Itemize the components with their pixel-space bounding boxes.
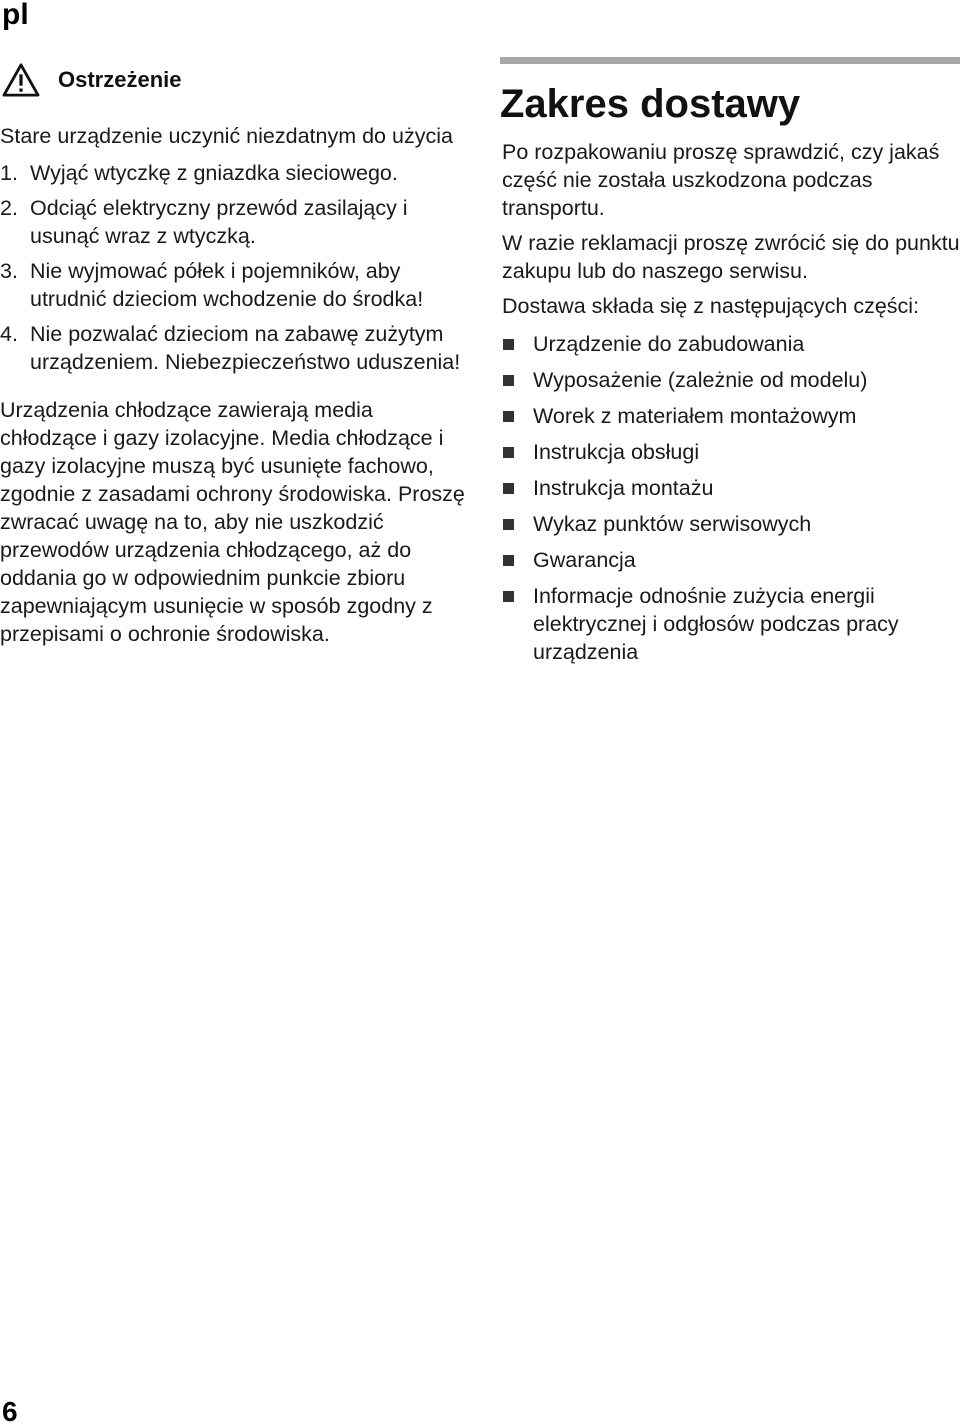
page-number: 6 [2,1396,18,1427]
warning-section [0,60,470,648]
section-title: Zakres dostawy [500,82,801,126]
list-item-text: Worek z materiałem montażowym [533,404,857,428]
list-item [500,474,960,502]
warning-triangle-icon [2,63,40,97]
square-bullet-icon [503,483,514,494]
list-item [500,510,960,538]
list-item [500,402,960,430]
step-text: Odciąć elektryczny przewód zasilający i usunąć wraz z wtyczką. [30,196,408,248]
refrigerant-note: Urządzenia chłodzące zawierają media chłodzące i gazy izolacyjne. Media chłodzące i gazy izolacyjne muszą być usunięte fachowo, zgodnie z zasadami ochrony środowiska. Proszę zwracać uwagę na to, aby nie uszkodzić przewodów urządzenia chłodzącego, aż do oddania go w odpowiednim punkcie zbioru zapewniającym usunięcie w sposób zgodny z przepisami o ochronie środowiska. [0,398,465,646]
list-item [500,438,960,466]
warning-intro: Stare urządzenie uczynić niezdatnym do użycia [0,124,453,148]
square-bullet-icon [503,555,514,566]
delivery-items-list [500,330,960,666]
square-bullet-icon [503,447,514,458]
square-bullet-icon [503,411,514,422]
step-item [0,257,470,313]
delivery-paragraph: Po rozpakowaniu proszę sprawdzić, czy jakaś część nie została uszkodzona podczas transportu. [502,140,940,220]
disposal-steps [0,159,470,376]
warning-title: Ostrzeżenie [58,67,182,92]
step-number: 1. [0,161,18,185]
section-divider [500,57,960,64]
step-item [0,194,470,250]
list-item-text: Gwarancja [533,548,636,572]
list-item-text: Instrukcja obsługi [533,440,700,464]
step-number: 3. [0,259,18,283]
step-item [0,159,470,187]
square-bullet-icon [503,591,514,602]
delivery-paragraph: Dostawa składa się z następujących części: [502,294,920,318]
language-label: pl [2,0,29,31]
list-item-text: Wykaz punktów serwisowych [533,512,812,536]
delivery-section [500,57,960,674]
list-item-text: Instrukcja montażu [533,476,714,500]
step-text: Wyjąć wtyczkę z gniazdka sieciowego. [30,161,398,185]
list-item-text: Wyposażenie (zależnie od modelu) [533,368,868,392]
list-item [500,330,960,358]
step-text: Nie pozwalać dzieciom na zabawę zużytym urządzeniem. Niebezpieczeństwo uduszenia! [30,322,461,374]
delivery-paragraph: W razie reklamacji proszę zwrócić się do punktu zakupu lub do naszego serwisu. [502,231,960,283]
step-item [0,320,470,376]
step-text: Nie wyjmować półek i pojemników, aby utrudnić dzieciom wchodzenie do środka! [30,259,424,311]
list-item [500,546,960,574]
square-bullet-icon [503,519,514,530]
list-item-text: Urządzenie do zabudowania [533,332,805,356]
square-bullet-icon [503,339,514,350]
list-item [500,582,960,666]
list-item-text: Informacje odnośnie zużycia energii elektrycznej i odgłosów podczas pracy urządzenia [533,584,899,664]
step-number: 4. [0,322,18,346]
step-number: 2. [0,196,18,220]
list-item [500,366,960,394]
square-bullet-icon [503,375,514,386]
warning-header [0,60,470,100]
